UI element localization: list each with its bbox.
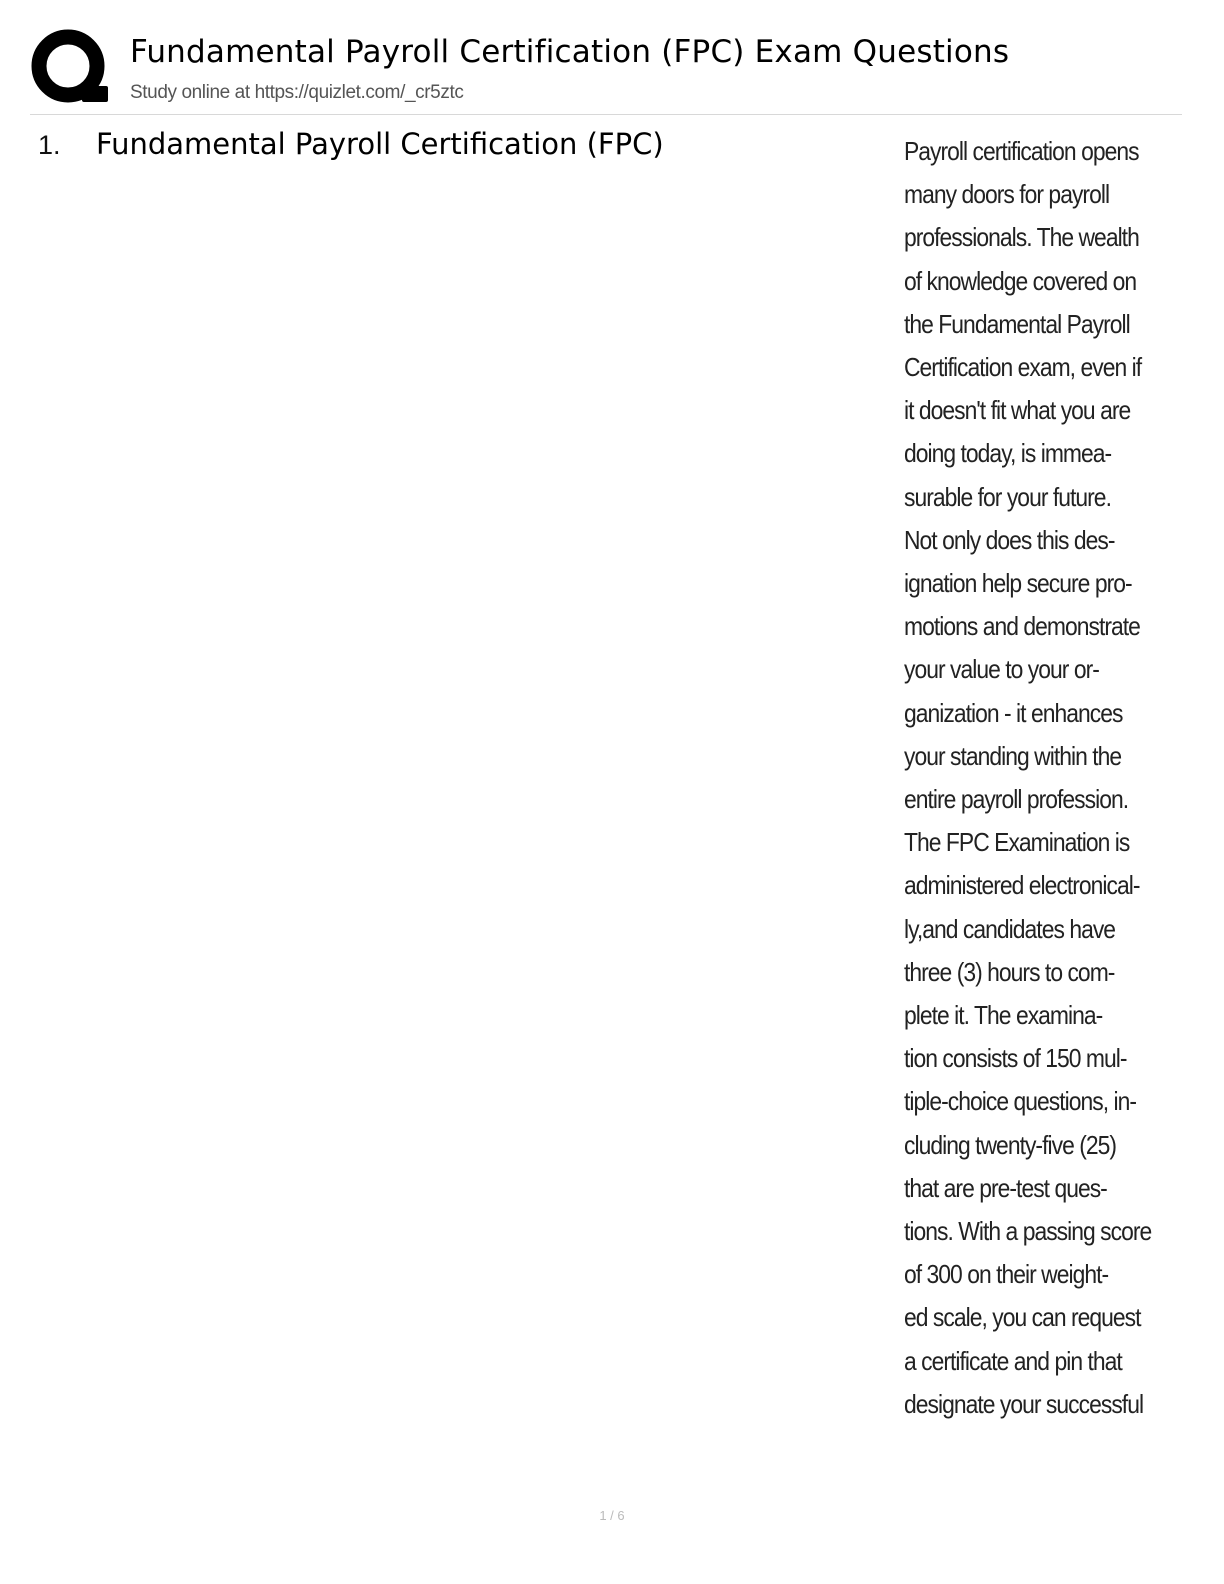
- card-number: 1.: [38, 130, 61, 160]
- definition-line: many doors for payroll: [904, 179, 1110, 210]
- definition-line: three (3) hours to com-: [904, 956, 1115, 987]
- definition-line: tiple-choice questions, in-: [904, 1086, 1137, 1117]
- definition-line: the Fundamental Payroll: [904, 308, 1130, 339]
- definition-line: ignation help secure pro-: [904, 568, 1132, 599]
- definition-line: The FPC Examination is: [904, 827, 1130, 858]
- definition-line: of 300 on their weight-: [904, 1259, 1109, 1290]
- definition-line: administered electronical-: [904, 870, 1140, 901]
- study-online-link[interactable]: Study online at https://quizlet.com/_cr5ztc: [130, 82, 464, 103]
- definition-line: it doesn't fit what you are: [904, 395, 1131, 426]
- definition-line: of knowledge covered on: [904, 265, 1137, 296]
- definition-line: cluding twenty-five (25): [904, 1129, 1117, 1160]
- definition-line: tion consists of 150 mul-: [904, 1043, 1127, 1074]
- definition-line: entire payroll profession.: [904, 784, 1129, 815]
- document-title: Fundamental Payroll Certification (FPC) Exam Questions: [130, 34, 1010, 70]
- definition-line: your standing within the: [904, 740, 1122, 771]
- definition-line: Certification exam, even if: [904, 352, 1142, 383]
- definition-line: your value to your or-: [904, 654, 1099, 685]
- definition-line: that are pre-test ques-: [904, 1172, 1107, 1203]
- definition-line: ly,and candidates have: [904, 913, 1116, 944]
- definition-line: Payroll certification opens: [904, 136, 1139, 166]
- page-number: 1 / 6: [599, 1508, 625, 1523]
- definition-line: professionals. The wealth: [904, 222, 1139, 253]
- definition-line: surable for your future.: [904, 481, 1111, 512]
- card-term: Fundamental Payroll Certification (FPC): [96, 127, 664, 161]
- definition-line: a certificate and pin that: [904, 1345, 1122, 1376]
- definition-line: designate your successful: [904, 1388, 1144, 1419]
- quizlet-q-icon: [30, 28, 110, 108]
- page-header: [30, 28, 1182, 115]
- card-definition: [904, 130, 1152, 1426]
- definition-line: motions and demonstrate: [904, 611, 1140, 642]
- definition-line: tions. With a passing score: [904, 1216, 1152, 1247]
- definition-line: plete it. The examina-: [904, 1000, 1103, 1031]
- definition-line: ed scale, you can request: [904, 1302, 1141, 1333]
- definition-line: Not only does this des-: [904, 524, 1115, 555]
- definition-line: ganization - it enhances: [904, 697, 1123, 728]
- definition-line: doing today, is immea-: [904, 438, 1112, 469]
